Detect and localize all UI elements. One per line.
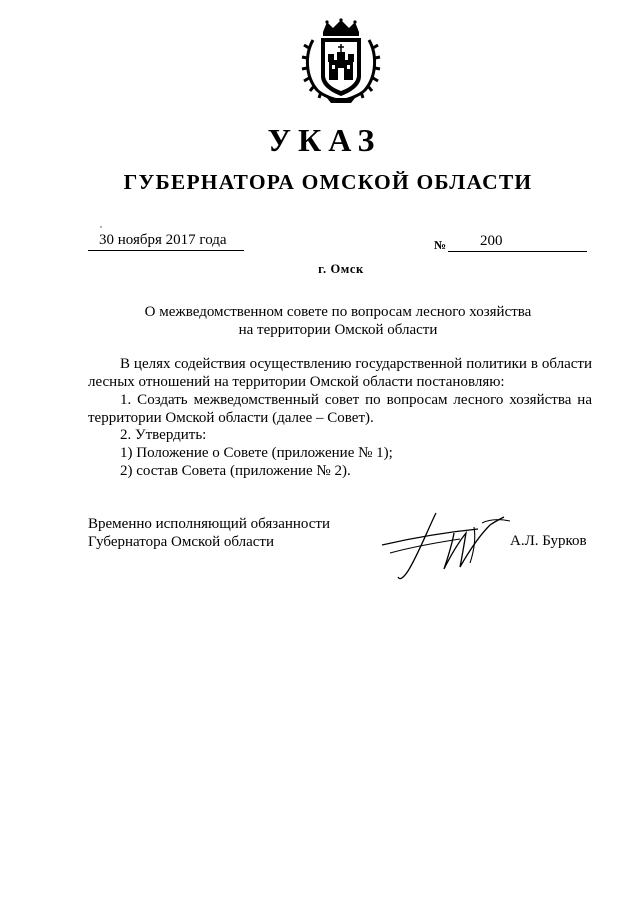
- number-underline: [448, 251, 587, 252]
- position-line-2: Губернатора Омской области: [88, 534, 274, 550]
- preamble-paragraph: В целях содействия осуществлению государственной политики в области лесных отношений на территории Омской области постановляю:: [88, 356, 592, 390]
- position-line-1: Временно исполняющий обязанности: [88, 516, 331, 532]
- number-label: №: [434, 238, 447, 252]
- signatory-position: [88, 515, 330, 551]
- subject-line-1: О межведомственном совете по вопросам лесного хозяйства: [144, 304, 532, 320]
- signatory-name: А.Л. Бурков: [510, 533, 587, 549]
- omsk-coat-of-arms-icon: [301, 18, 381, 104]
- city-label: г. Омск: [318, 262, 364, 276]
- item-2-1-line: 1) Положение о Совете (приложение № 1);: [120, 445, 393, 461]
- handwritten-signature-icon: [378, 509, 518, 581]
- document-type-title: УКАЗ: [267, 122, 382, 158]
- date-underline: [88, 250, 244, 251]
- decree-number: 200: [480, 233, 503, 249]
- item-2-line: 2. Утвердить:: [120, 427, 207, 443]
- item-1-paragraph: 1. Создать межведомственный совет по вопросам лесного хозяйства на территории Омской области (далее – Совет).: [88, 392, 592, 426]
- decree-subject: [0, 303, 640, 339]
- issuing-authority-title: ГУБЕРНАТОРА ОМСКОЙ ОБЛАСТИ: [123, 170, 533, 194]
- item-2-2-line: 2) состав Совета (приложение № 2).: [120, 463, 351, 479]
- decree-date: 30 ноября 2017 года: [99, 232, 227, 248]
- subject-line-2: на территории Омской области: [238, 322, 438, 338]
- scan-speck: [100, 226, 102, 228]
